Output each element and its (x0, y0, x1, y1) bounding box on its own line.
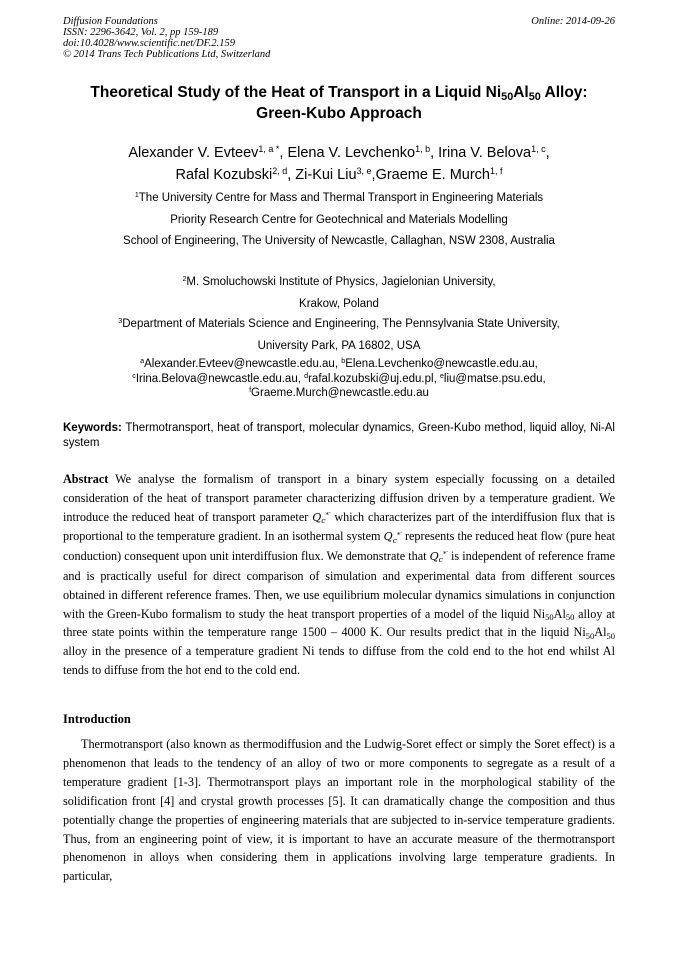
journal-issn: ISSN: 2296-3642, Vol. 2, pp 159-189 (63, 27, 219, 38)
online-date: Online: 2014-09-26 (531, 16, 615, 27)
author: Rafal Kozubski$^{2, d}$, (175, 166, 296, 183)
keywords (63, 421, 615, 451)
section-heading-introduction: Introduction (63, 712, 131, 726)
author-list (63, 142, 615, 186)
paper-title (63, 82, 615, 124)
abstract-label: Abstract (63, 472, 109, 486)
symbol-qc: $Q_c^{*'}$ (383, 530, 402, 545)
symbol-qc: $Q_c^{*'}$ (429, 550, 448, 565)
email-list: $^a$Alexander.Evteev@newcastle.edu.au, $^b$Elena.Levchenko@newcastle.edu.au, $^c$Irina.Belova@newcastle.edu.au, $^d$rafal.kozubski@uj.edu.pl, $^e$liu@matse.psu.edu, $^f$Graeme.Murch@newcastle.edu.au (132, 357, 546, 399)
email-link[interactable]: liu@matse.psu.edu (443, 372, 543, 385)
title-text-2: Al (513, 84, 529, 101)
affiliation-1: $^1$The University Centre for Mass and Thermal Transport in Engineering Materials Priority Research Centre for Geotechnical and Materials Modelling School of Engineering, The University of Newcastle, Callaghan, NSW 2308, Australia (123, 191, 555, 247)
journal-copyright: © 2014 Trans Tech Publications Ltd, Switzerland (63, 49, 271, 60)
email-link[interactable]: Elena.Levchenko@newcastle.edu.au (345, 358, 535, 370)
title-line-2: Green-Kubo Approach (256, 105, 422, 122)
title-text-1: Theoretical Study of the Heat of Transport in a Liquid Ni (90, 84, 502, 101)
affiliation-2: $^2$M. Smoluchowski Institute of Physics, Jagielonian University, Krakow, Poland (182, 275, 496, 310)
author: Zi-Kui Liu$^{3, e}$, (295, 166, 376, 183)
keywords-text: Thermotransport, heat of transport, molecular dynamics, Green-Kubo method, liquid alloy, Ni-Al system (63, 422, 615, 449)
email-link[interactable]: Irina.Belova@newcastle.edu.au (135, 372, 298, 385)
email-link[interactable]: Alexander.Evteev@newcastle.edu.au (144, 358, 335, 370)
journal-doi: doi:10.4028/www.scientific.net/DF.2.159 (63, 38, 235, 49)
abstract: Abstract We analyse the formalism of transport in a binary system especially focussing on a detailed consideration of the heat of transport parameter characterizing diffusion driven by a temperature gradient. We introduce the reduced heat of transport parameter $Q_c^{*'}$ which characterizes part of the interdiffusion flux that is proportional to the temperature gradient. In an isothermal system $Q_c^{*'}$ represents the reduced heat flow (pure heat conduction) consequent upon unit interdiffusion flux. We demonstrate that $Q_c^{*'}$ is independent of reference frame and is practically useful for direct comparison of simulation and experimental data from different sources obtained in different reference frames. Then, we use equilibrium molecular dynamics simulations in conjunction with the Green-Kubo formalism to study the heat transport properties of a model of the liquid $Ni_{50}Al_{50}$ alloy at three state points within the temperature range 1500 – 4000 K. Our results predict that in the liquid $Ni_{50}Al_{50}$ alloy in the presence of a temperature gradient Ni tends to diffuse from the cold end to the hot end whilst Al tends to diffuse from the hot end to the cold end. (63, 472, 616, 677)
journal-name: Diffusion Foundations (63, 16, 158, 27)
author: Graeme E. Murch$^{1, f}$ (375, 166, 503, 183)
author: Elena V. Levchenko$^{1, b}$, (287, 144, 439, 161)
symbol-qc: $Q_c^{*'}$ (312, 510, 331, 525)
introduction-paragraph: Thermotransport (also known as thermodiffusion and the Ludwig-Soret effect or simply the Soret effect) is a phenomenon that leads to the tendency of an alloy of two or more components to segregate as a result of a temperature gradient [1-3]. Thermotransport plays an important role in the morphological stability of the solidification front [4] and crystal growth processes [5]. It can dramatically change the composition and thus potentially change the properties of engineering materials that are subjected to in-service temperature gradients. Thus, from an engineering point of view, it is important to have an accurate measure of the thermotransport phenomenon in alloys when considering them in applications involving large temperature gradients. In particular, (63, 737, 615, 884)
author: Alexander V. Evteev$^{1, a *}$, (128, 144, 288, 161)
affiliation-3: $^3$Department of Materials Science and Engineering, The Pennsylvania State University, University Park, PA 16802, USA (118, 317, 560, 352)
title-sub-1: 50 (501, 91, 514, 104)
keywords-label: Keywords: (63, 422, 122, 434)
email-link[interactable]: rafal.kozubski@uj.edu.pl (308, 372, 434, 385)
title-sub-2: 50 (528, 91, 541, 104)
author: Irina V. Belova$^{1, c}$, (438, 144, 550, 161)
journal-header (63, 16, 270, 60)
title-text-3: Alloy: (540, 84, 588, 101)
email-link[interactable]: Graeme.Murch@newcastle.edu.au (251, 387, 429, 399)
